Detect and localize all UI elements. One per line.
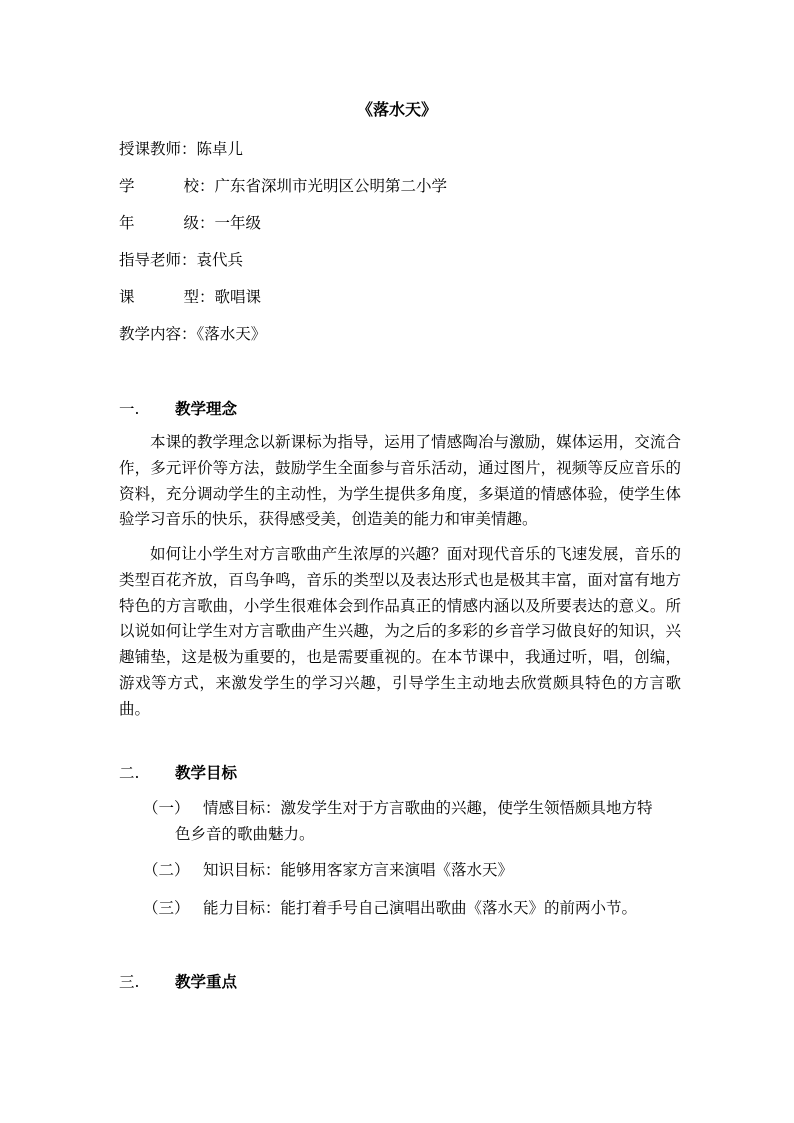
goal-text: 知识目标：能够用客家方言来演唱《落水天》 bbox=[203, 861, 514, 879]
info-value: 歌唱课 bbox=[214, 288, 262, 306]
info-label: 授课教师 bbox=[119, 140, 182, 158]
goal-number: （一） bbox=[143, 799, 190, 817]
goal-number: （二） bbox=[143, 861, 190, 879]
info-content: 教学内容：《落水天》 bbox=[119, 322, 266, 344]
info-label: 课型 bbox=[119, 288, 199, 306]
info-teacher: 授课教师：陈卓儿 bbox=[119, 137, 243, 159]
section-heading-2 bbox=[119, 761, 237, 783]
paragraph-philosophy: 本课的教学理念以新课标为指导，运用了情感陶冶与激励，媒体运用，交流合作，多元评价等方法，鼓励学生全面参与音乐活动，通过图片，视频等反应音乐的资料，充分调动学生的主动性，为学生提供多角度，多渠道的情感体验，使学生体验学习音乐的快乐，获得感受美，创造美的能力和审美情趣。 bbox=[119, 433, 681, 529]
info-grade: 年级：一年级 bbox=[119, 211, 261, 233]
section-heading-1 bbox=[119, 397, 237, 419]
info-value: 广东省深圳市光明区公明第二小学 bbox=[214, 177, 448, 195]
info-value: 陈卓儿 bbox=[196, 140, 244, 158]
section-number: 二. bbox=[119, 764, 140, 782]
section-title: 教学重点 bbox=[175, 972, 238, 991]
info-lesson-type: 课型：歌唱课 bbox=[119, 285, 261, 307]
info-value: 一年级 bbox=[214, 214, 262, 232]
info-school: 学校：广东省深圳市光明区公明第二小学 bbox=[119, 174, 447, 196]
paragraph-interest: 如何让小学生对方言歌曲产生浓厚的兴趣？面对现代音乐的飞速发展，音乐的类型百花齐放，百鸟争鸣，音乐的类型以及表达形式也是极其丰富，面对富有地方特色的方言歌曲，小学生很难体会到作品真正的情感内涵以及所要表达的意义。所以说如何让学生对方言歌曲产生兴趣，为之后的多彩的乡音学习做良好的知识，兴趣铺垫，这是极为重要的，也是需要重视的。在本节课中，我通过听，唱，创编，游戏等方式，来激发学生的学习兴趣，引导学生主动地去欣赏颇具特色的方言歌曲。 bbox=[119, 545, 681, 718]
document-title: 《落水天》 bbox=[356, 100, 437, 119]
info-label: 年级 bbox=[119, 214, 199, 232]
goal-ability bbox=[143, 895, 683, 921]
info-label: 学校 bbox=[119, 177, 199, 195]
section-number: 三. bbox=[119, 973, 140, 991]
goal-text: 情感目标：激发学生对于方言歌曲的兴趣，使学生领悟颇具地方特 bbox=[203, 799, 653, 817]
info-label: 指导老师 bbox=[119, 251, 182, 269]
section-title: 教学目标 bbox=[175, 763, 238, 782]
info-value: 《落水天》 bbox=[196, 325, 267, 343]
goal-number: （三） bbox=[143, 899, 190, 917]
section-title: 教学理念 bbox=[175, 399, 238, 418]
goal-knowledge bbox=[143, 857, 683, 883]
goal-text-continuation: 色乡音的歌曲魅力。 bbox=[175, 825, 315, 843]
goal-text: 能力目标：能打着手号自己演唱出歌曲《落水天》的前两小节。 bbox=[203, 899, 638, 917]
info-advisor: 指导老师：袁代兵 bbox=[119, 248, 243, 270]
section-number: 一. bbox=[119, 400, 140, 418]
info-value: 袁代兵 bbox=[196, 251, 244, 269]
goal-emotion bbox=[143, 795, 683, 847]
info-label: 教学内容 bbox=[119, 325, 182, 343]
section-heading-3 bbox=[119, 970, 237, 992]
